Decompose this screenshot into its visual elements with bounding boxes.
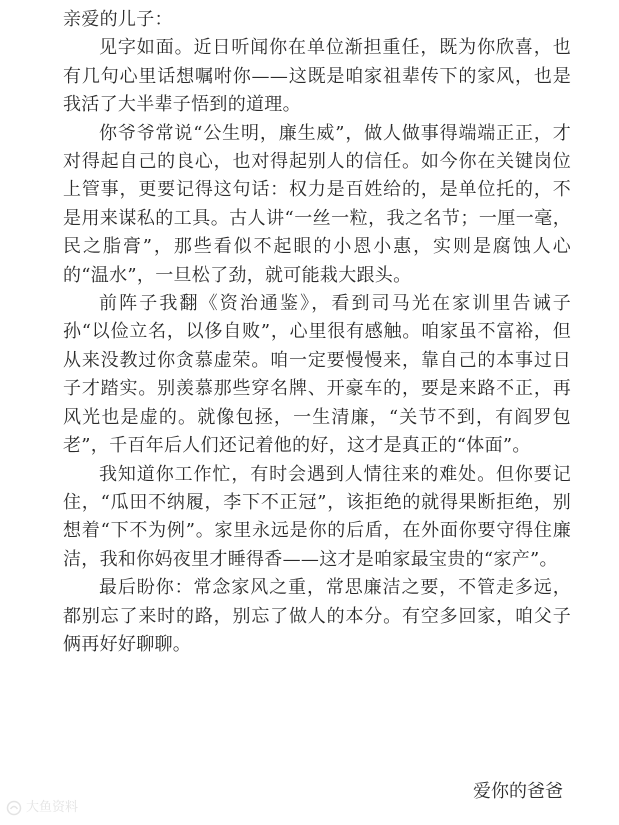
- paragraph-3: 前阵子我翻《资治通鉴》，看到司马光在家训里告诫子孙“以俭立名，以侈自败”，心里很有感触。咱家虽不富裕，但从来没教过你贪慕虚荣。咱一定要慢慢来，靠自己的本事过日子才踏实。别羡慕那些穿名牌、开豪车的，要是来路不正，再风光也是虚的。就像包拯，一生清廉，“关节不到，有阎罗包老”，千百年后人们还记着他的好，这才是真正的“体面”。: [63, 293, 571, 457]
- watermark-text: 大鱼资料: [26, 800, 79, 815]
- salutation: 亲爱的儿子：: [63, 9, 173, 30]
- paragraph-2: 你爷爷常说“公生明，廉生威”，做人做事得端端正正，才对得起自己的良心，也对得起别人的信任。如今你在关键岗位上管事，更要记得这句话：权力是百姓给的，是单位托的，不是用来谋私的工具。古人讲“一丝一粒，我之名节；一厘一毫，民之脂膏”，那些看似不起眼的小恩小惠，实则是腐蚀人心的“温水”，一旦松了劲，就可能栽大跟头。: [63, 122, 571, 286]
- watermark: [6, 800, 78, 816]
- paragraph-5: 最后盼你：常念家风之重，常思廉洁之要，不管走多远，都别忘了来时的路，别忘了做人的本分。有空多回家，咱父子俩再好好聊聊。: [63, 577, 571, 655]
- paragraph-1: 见字如面。近日听闻你在单位渐担重任，既为你欣喜，也有几句心里话想嘱咐你——这既是咱家祖辈传下的家风，也是我活了大半辈子悟到的道理。: [63, 37, 571, 116]
- watermark-logo-icon: [6, 800, 22, 816]
- paragraph-4: 我知道你工作忙，有时会遇到人情往来的难处。但你要记住，“瓜田不纳履，李下不正冠”，该拒绝的就得果断拒绝，别想着“下不为例”。家里永远是你的后盾，在外面你要守得住廉洁，我和你妈夜里才睡得香——这才是咱家最宝贵的“家产”。: [63, 463, 571, 570]
- letter-body: [63, 6, 571, 659]
- signature: 爱你的爸爸: [473, 781, 563, 802]
